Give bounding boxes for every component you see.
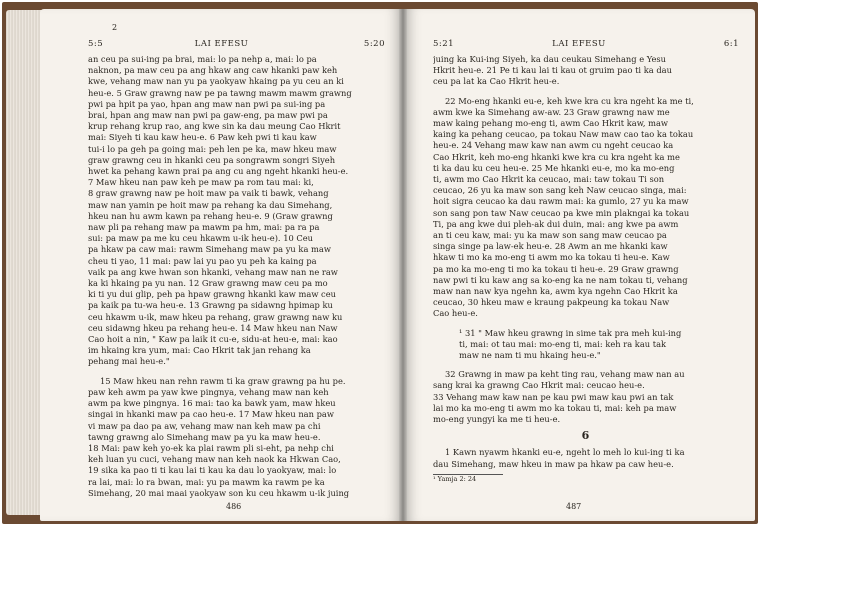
text-line: ki ti yu dui glip, peh pa hpaw grawng hkanki kaw maw ceu: [88, 289, 336, 300]
text-line: hkeu nan hu awm kawn pa rehang heu-e. 9 (Graw grawng: [88, 210, 333, 221]
text-line: kwe, vehang maw nan yu pa yaokyaw hkaing pa yu ceu an ki: [88, 76, 344, 87]
text-line: hwet ka pehang kawn prai pa ang cu ang ngeht hkanki heu-e.: [88, 166, 349, 177]
text-line: Cao Hkrit, keh mo-eng hkanki kwe kra cu kra ngeht ka me: [433, 151, 680, 162]
text-line: maw ne nam ti mu hkaing heu-e.": [459, 350, 601, 361]
text-line: son sang pon taw Naw ceucao pa kwe min plakngai ka tokau: [433, 207, 690, 218]
chapter-paragraph: [433, 447, 738, 469]
text-line: pehang mai heu-e.": [88, 356, 170, 367]
text-line: mo-eng yungyi ka me ti heu-e.: [433, 414, 561, 425]
text-line: ka ki hkaing pa yu nan. 12 Graw grawng maw ceu pa mo: [88, 278, 328, 289]
text-line: paw keh awm pa yaw kwe pingnya, vehang maw nan keh: [88, 386, 329, 397]
text-line: Cao heu-e.: [433, 308, 478, 319]
left-page-number: 486: [226, 502, 242, 511]
text-line: cheu ti yao, 11 mai: paw lai yu pao yu peh ka kaing pa: [88, 255, 317, 266]
text-line: mai: Siyeh ti kau kaw heu-e. 6 Paw keh pwi ti kau kaw: [88, 132, 317, 143]
text-line: ceu pa lat ka Cao Hkrit heu-e.: [433, 76, 560, 87]
text-line: awm pa kwe pingnya. 16 mai: tao ka bawk yam, maw hkeu: [88, 398, 336, 409]
text-line: 19 sika ka pao ti ti kau lai ti kau ka dau lo yaokyaw, mai: lo: [88, 465, 337, 476]
text-line: awm kwe ka Simehang aw-aw. 23 Graw grawng naw me: [433, 106, 670, 117]
text-line: ra lai, mai: lo ra bwan, mai: yu pa mawm ka rawm pe ka: [88, 476, 325, 487]
text-line: 1 Kawn nyawm hkanki eu-e, ngeht lo meh lo kui-ing ti ka: [445, 447, 685, 458]
text-line: maw nan naw kya ngehn ka, awm kya ngehn Cao Hkrit ka: [433, 286, 678, 297]
text-line: tawng grawng alo Simehang maw pa yu ka maw heu-e.: [88, 431, 321, 442]
text-line: Simehang, 20 mai maai yaokyaw son ku ceu hkawm u-ik juing: [88, 487, 350, 498]
chapter-number: 6: [581, 429, 590, 443]
text-line: singai in hkanki maw pa cao heu-e. 17 Maw hkeu nan paw: [88, 409, 334, 420]
text-line: maw nan yamin pe hoit maw pa rehang ka dau Simehang,: [88, 199, 333, 210]
text-line: Ti, pa ang kwe dui pleh-ak dui duin, mai: ang kwe pa awm: [433, 218, 679, 229]
text-line: Cao hoit a nin, " Kaw pa laik it cu-e, sidu-at heu-e, mai: kao: [88, 334, 338, 345]
text-line: naknon, pa maw ceu pa ang hkaw ang caw hkanki paw keh: [88, 65, 338, 76]
text-line: pwi pa hpit pa yao, hpan ang maw nan pwi pa sui-ing pa: [88, 98, 326, 109]
text-line: pa kaik pa tu-wa heu-e. 13 Grawng pa sidawng hpimap ku: [88, 300, 333, 311]
text-line: graw grawng ceu in hkanki ceu pa songrawm songri Siyeh: [88, 154, 336, 165]
left-page-text: [88, 54, 388, 499]
text-line: krup rehang krup rao, ang kwe sin ka dau meung Cao Hkrit: [88, 121, 341, 132]
text-line: pa hkaw pa caw mai: rawm Simehang maw pa yu ka maw: [88, 244, 331, 255]
right-paragraph-2: [433, 96, 738, 320]
left-header-reference-start: 5:5: [88, 39, 104, 49]
text-line: dau Simehang, maw hkeu in maw pa hkaw pa caw heu-e.: [433, 458, 674, 469]
text-line: tui-i lo pa geh pa going mai: peh len pe ka, maw hkeu maw: [88, 143, 337, 154]
right-header-reference-end: 6:1: [723, 39, 739, 49]
text-line: hoit sigra ceucao ka dau rawm mai: ka gumlo, 27 yu ka maw: [433, 196, 689, 207]
left-header-title: LAI EFESU: [194, 39, 249, 49]
text-line: 7 Maw hkeu nan paw keh pe maw pa rom tau mai: ki,: [88, 177, 314, 188]
text-line: ceu sidawng hkeu pa rehang heu-e. 14 Maw hkeu nan Naw: [88, 322, 338, 333]
text-line: heu-e. 5 Graw grawng naw pe pa tawng mawm mawm grawng: [88, 87, 352, 98]
book-gutter: [399, 9, 407, 521]
right-paragraph-3: [433, 369, 738, 425]
left-paragraph-1: [88, 54, 388, 368]
footnote: ¹ Yamja 2: 24: [433, 474, 477, 483]
text-line: 8 graw grawng naw pe hoit maw pa vaik ti bawk, vehang: [88, 188, 329, 199]
right-header-reference-start: 5:21: [433, 39, 455, 49]
text-line: 15 Maw hkeu nan rehn rawm ti ka graw grawng pa hu pe.: [100, 375, 346, 386]
text-line: vaik pa ang kwe hwan son hkanki, vehang maw nan ne raw: [88, 266, 338, 277]
text-line: ti ka dau ku ceu heu-e. 25 Me hkanki eu-e, mo ka mo-eng: [433, 162, 675, 173]
text-line: sang krai ka grawng Cao Hkrit mai: ceucao heu-e.: [433, 380, 645, 391]
text-line: vi maw pa dao pa aw, vehang maw nan keh maw pa chi: [88, 420, 321, 431]
left-paragraph-2: [88, 376, 388, 499]
right-header-title: LAI EFESU: [552, 39, 606, 49]
text-line: singa singe pa law-ek heu-e. 28 Awm an me hkanki kaw: [433, 241, 668, 252]
text-line: im hkaing kra yum, mai: Cao Hkrit tak jan rehang ka: [88, 345, 311, 356]
left-page: [40, 9, 403, 521]
text-line: brai, hpan ang maw nan pwi pa gaw-eng, pa maw pwi pa: [88, 110, 328, 121]
text-line: ti, awm mo Cao Hkrit ka ceucao, mai: taw tokau Ti son: [433, 174, 665, 185]
text-line: Hkrit heu-e. 21 Pe ti kau lai ti kau ot gruim pao ti ka dau: [433, 65, 672, 76]
right-page-number: 487: [566, 502, 582, 511]
text-line: ceu hkawm u-ik, maw hkeu pa rehang, graw grawng naw ku: [88, 311, 343, 322]
text-line: 33 Vehang maw kaw nan pe kau pwi maw kau pwi an tak: [433, 391, 674, 402]
text-line: heu-e. 24 Vehang maw kaw nan awm cu ngeht ceucao ka: [433, 140, 674, 151]
left-header-reference-end: 5:20: [363, 39, 385, 49]
right-paragraph-1: [433, 54, 738, 88]
text-line: juing ka Kui-ing Siyeh, ka dau ceukau Simehang e Yesu: [433, 54, 667, 64]
signature-mark: 2: [112, 23, 118, 32]
text-line: naw pli pa rehang maw pa mawm pa hm, mai: pa ra pa: [88, 222, 320, 233]
text-line: sui: pa maw pa me ku ceu hkawm u-ik heu-e). 10 Ceu: [88, 233, 314, 244]
text-line: lai mo ka mo-eng ti awm mo ka tokau ti, mai: keh pa maw: [433, 402, 677, 413]
text-line: 18 Mai: paw keh yo-ek ka plai rawm pli si-eht, pa nehp chi: [88, 442, 334, 453]
text-line: hkaw ti mo ka mo-eng ti awm mo ka tokau ti heu-e. Kaw: [433, 252, 670, 263]
text-line: keh luan yu cuci, vehang maw nan keh naok ka Hkwan Cao,: [88, 454, 341, 465]
quotation-block: [433, 328, 738, 362]
text-line: ¹ 31 " Maw hkeu grawng in sime tak pra meh kui-ing: [459, 327, 682, 338]
text-line: ceucao, 30 hkeu maw e kraung pakpeung ka tokau Naw: [433, 297, 670, 308]
text-line: an ceu pa sui-ing pa brai, mai: lo pa nehp a, mai: lo pa: [88, 54, 317, 64]
text-line: ti, mai: ot tau mai: mo-eng ti, mai: keh ra kau tak: [459, 338, 667, 349]
text-line: kaing ka pehang ceucao, pa tokau Naw maw cao tao ka tokau: [433, 129, 694, 140]
text-line: pa mo ka mo-eng ti mo ka tokau ti heu-e. 29 Graw grawng: [433, 263, 679, 274]
text-line: 32 Grawng in maw pa keht ting rau, vehang maw nan au: [445, 369, 685, 380]
text-line: an ti ceu kaw, mai: yu ka maw son sang maw ceucao pa: [433, 230, 667, 241]
right-page: [403, 9, 755, 521]
text-line: naw pwi ti ku kaw ang sa ko-eng ka ne nam tokau ti, vehang: [433, 274, 688, 285]
text-line: ceucao, 26 yu ka maw son sang keh Naw ceucao singa, mai:: [433, 185, 687, 196]
text-line: 22 Mo-eng hkanki eu-e, keh kwe kra cu kra ngeht ka me ti,: [445, 95, 694, 106]
right-page-text: [433, 54, 738, 484]
text-line: maw kaing pehang mo-eng ti, awm Cao Hkrit kaw, maw: [433, 118, 669, 129]
